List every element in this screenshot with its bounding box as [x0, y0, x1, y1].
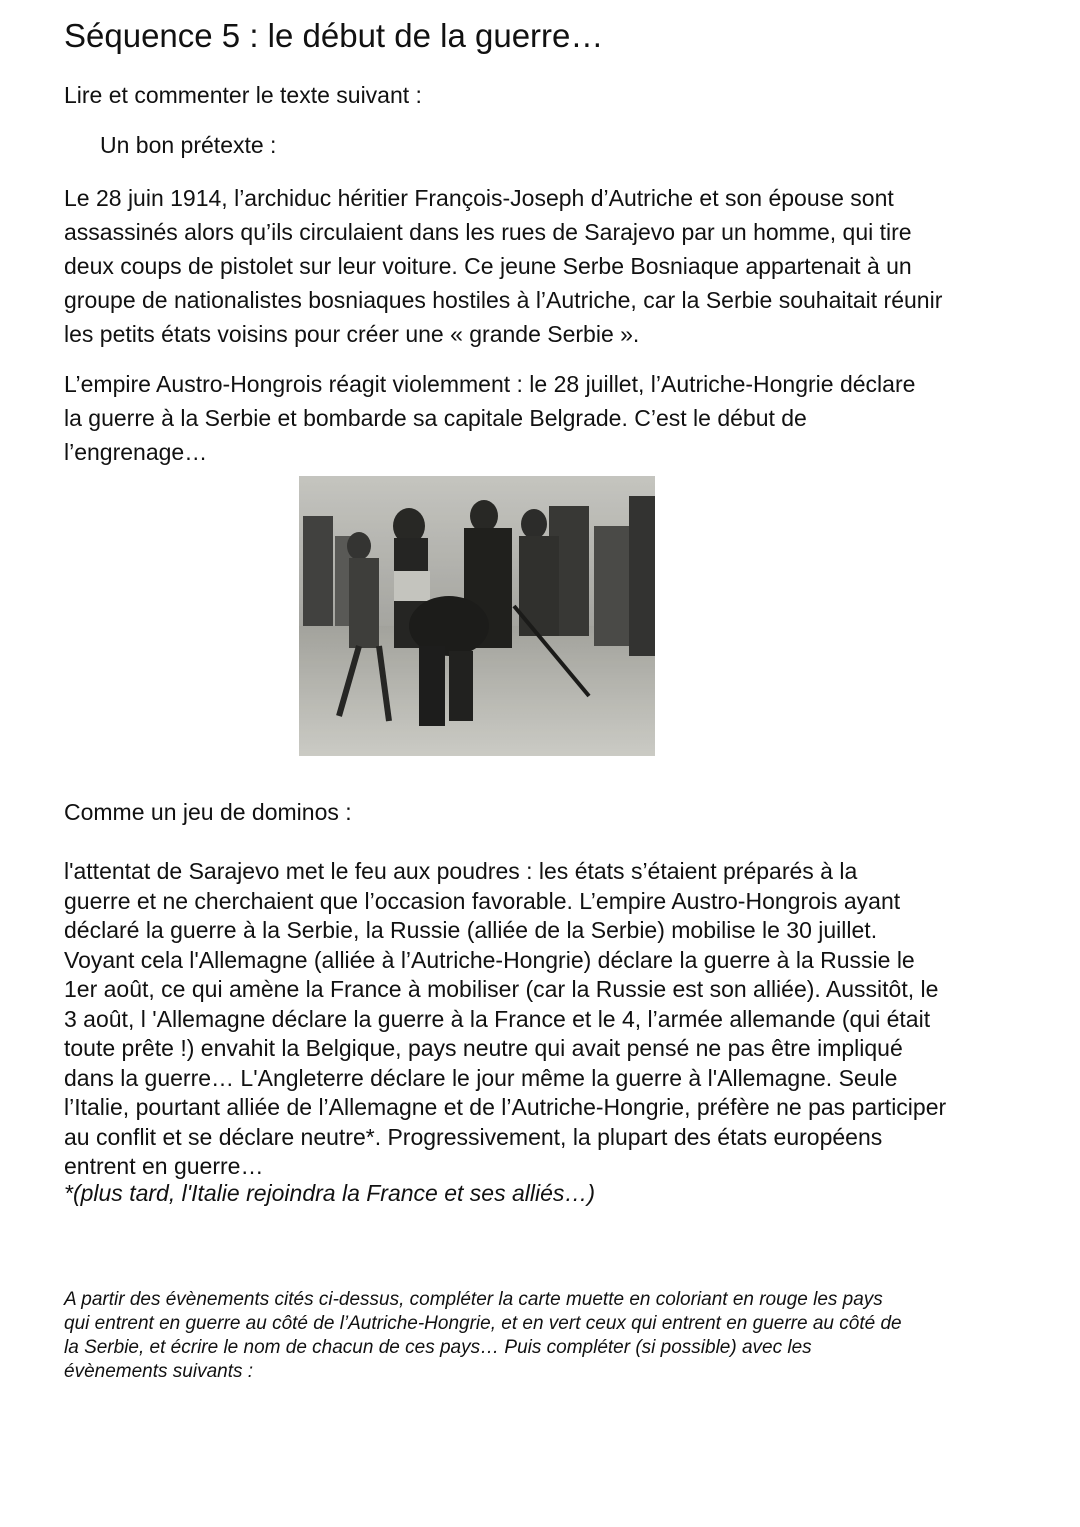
text-line: déclaré la guerre à la Serbie, la Russie (alliée de la Serbie) mobilise le 30 juillet. [64, 917, 878, 943]
text-line: dans la guerre… L'Angleterre déclare le jour même la guerre à l'Allemagne. Seule [64, 1064, 898, 1091]
text-line: évènements suivants : [64, 1361, 254, 1382]
text-line: Le 28 juin 1914, l’archiduc héritier François-Joseph d’Autriche et son épouse sont [64, 185, 894, 211]
text-line: les petits états voisins pour créer une « grande Serbie ». [64, 321, 640, 347]
text-line: la Serbie, et écrire le nom de chacun de ces pays… Puis compléter (si possible) avec les [64, 1337, 812, 1358]
text-line: A partir des évènements cités ci-dessus, compléter la carte muette en coloriant en rouge les pays [64, 1289, 883, 1310]
text-line: deux coups de pistolet sur leur voiture. Ce jeune Serbe Bosniaque appartenait à un [64, 253, 912, 279]
text-line: Voyant cela l'Allemagne (alliée à l’Autriche-Hongrie) déclare la guerre à la Russie le [64, 946, 915, 973]
section-heading-pretext: Un bon prétexte : [100, 132, 277, 158]
text-line: la guerre à la Serbie et bombarde sa capitale Belgrade. C’est le début de [64, 405, 807, 431]
text-line: assassinés alors qu’ils circulaient dans les rues de Sarajevo par un homme, qui tire [64, 219, 912, 245]
text-line: au conflit et se déclare neutre*. Progressivement, la plupart des états européens [64, 1123, 883, 1150]
text-line: l’engrenage… [64, 439, 208, 465]
text-line: 3 août, l 'Allemagne déclare la guerre à la France et le 4, l’armée allemande (qui était [64, 1005, 931, 1032]
exercise-instructions [64, 1288, 1054, 1384]
text-line: L’empire Austro-Hongrois réagit violemment : le 28 juillet, l’Autriche-Hongrie déclare [64, 371, 916, 397]
text-line: l'attentat de Sarajevo met le feu aux poudres : les états s’étaient préparés à la [64, 858, 858, 884]
text-line: entrent en guerre… [64, 1153, 264, 1179]
paragraph-austria-reaction [64, 367, 1054, 469]
instruction-text: Lire et commenter le texte suivant : [64, 82, 422, 108]
paragraph-dominos [64, 857, 1054, 1182]
text-line: groupe de nationalistes bosniaques hostiles à l’Autriche, car la Serbie souhaitait réunir [64, 287, 943, 313]
text-line: qui entrent en guerre au côté de l’Autriche-Hongrie, et en vert ceux qui entrent en guerre au côté de [64, 1313, 902, 1334]
historical-photo [299, 476, 655, 756]
text-line: 1er août, ce qui amène la France à mobiliser (car la Russie est son alliée). Aussitôt, le [64, 976, 939, 1002]
arrest-scene-photo [299, 476, 655, 756]
text-line: toute prête !) envahit la Belgique, pays neutre qui avait pensé ne pas être impliqué [64, 1035, 903, 1061]
footnote-italy: *(plus tard, l'Italie rejoindra la France et ses alliés…) [64, 1180, 596, 1206]
paragraph-assassination [64, 181, 1054, 351]
text-line: guerre et ne cherchaient que l’occasion favorable. L’empire Austro-Hongrois ayant [64, 887, 901, 914]
section-heading-dominos: Comme un jeu de dominos : [64, 799, 352, 825]
text-line: l’Italie, pourtant alliée de l’Allemagne et de l’Autriche-Hongrie, préfère ne pas participer [64, 1094, 947, 1120]
page-title: Séquence 5 : le début de la guerre… [64, 17, 604, 54]
